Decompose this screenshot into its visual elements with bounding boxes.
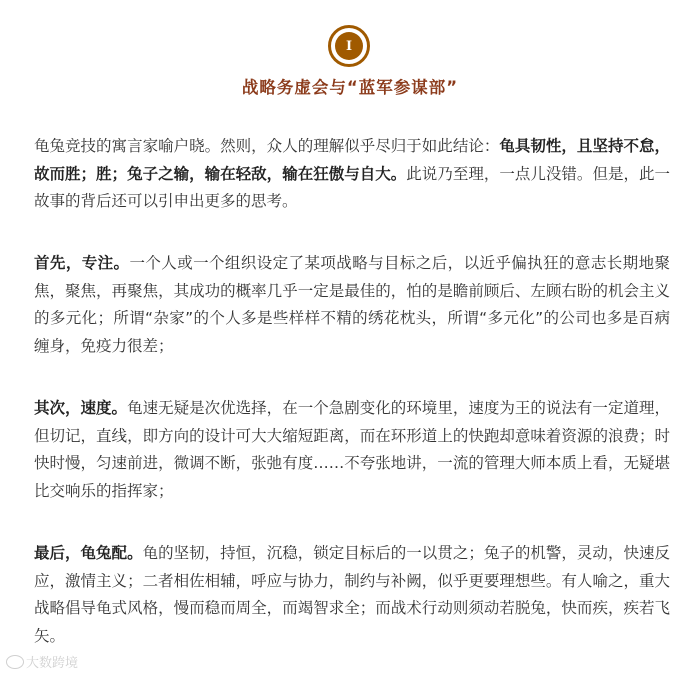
paragraph-text: 此说乃至理，一点儿没错。但是，此一故事的背后还可以引申出更多的思考。 bbox=[34, 164, 670, 210]
watermark bbox=[6, 652, 78, 671]
paragraph-text: 龟的坚韧，持恒，沉稳，锁定目标后的一以贯之；兔子的机警，灵动，快速反应，激情主义；二者相佐相辅，呼应与协力，制约与补阙，似乎更要理想些。有人喻之，重大战略倡导龟式风格，慢而稳而周全，而竭智求全；而战术行动则须动若脱兔，快而疾，疾若飞矢。 bbox=[34, 544, 670, 645]
paragraph-intro bbox=[34, 133, 670, 216]
paragraph-bold-text: 龟具韧性，且坚持不怠，故而胜；胜；兔子之输，输在轻敌，输在狂傲与自大。 bbox=[34, 137, 670, 183]
paragraph-text: 一个人或一个组织设定了某项战略与目标之后，以近乎偏执狂的意志长期地聚焦，聚焦，再聚焦，其成功的概率几乎一定是最佳的，怕的是瞻前顾后、左顾右盼的机会主义的多元化；所谓“杂家”的个人多是些样样不精的绣花枕头，所谓“多元化”的公司也多是百病缠身，免疫力很差； bbox=[34, 254, 670, 355]
watermark-text: 大数跨境 bbox=[26, 656, 79, 671]
paragraph-heading: 其次，速度。 bbox=[34, 399, 128, 417]
section-numeral: I bbox=[335, 32, 363, 60]
paragraph-heading: 首先，专注。 bbox=[34, 254, 130, 272]
weibo-icon bbox=[6, 655, 24, 669]
section-number-badge bbox=[328, 25, 370, 67]
paragraph-focus bbox=[34, 250, 670, 360]
paragraph-heading: 最后，龟兔配。 bbox=[34, 544, 143, 562]
paragraph-combination bbox=[34, 540, 670, 650]
article-title: 战略务虚会与“蓝军参谋部” bbox=[241, 78, 459, 97]
paragraph-text: 龟速无疑是次优选择，在一个急剧变化的环境里，速度为王的说法有一定道理，但切记，直线，即方向的设计可大大缩短距离，而在环形道上的快跑却意味着资源的浪费；时快时慢，匀速前进，微调不断，张弛有度……不夸张地讲，一流的管理大师本质上看，无疑堪比交响乐的指挥家； bbox=[34, 399, 670, 500]
paragraph-speed bbox=[34, 395, 670, 505]
paragraph-text: 龟兔竞技的寓言家喻户晓。然则，众人的理解似乎尽归于如此结论： bbox=[34, 137, 500, 155]
